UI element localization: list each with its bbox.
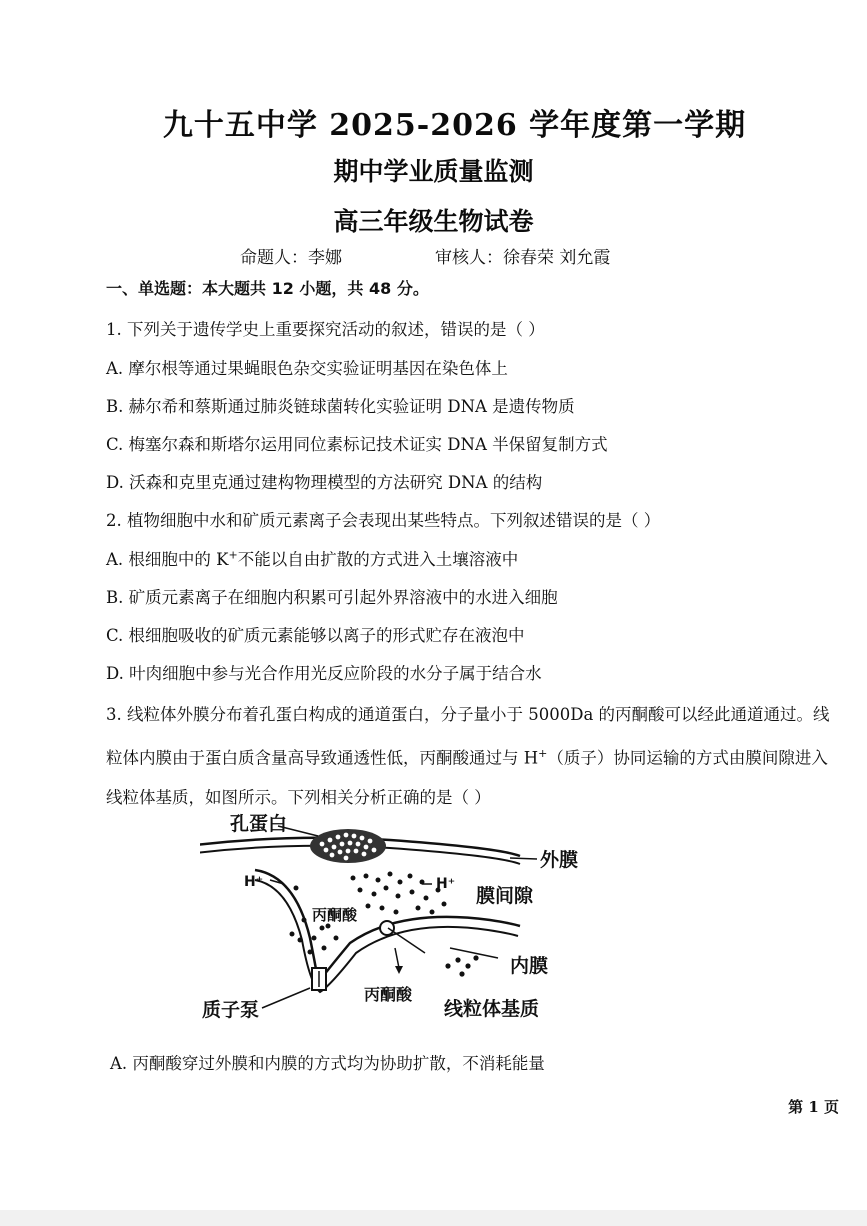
- pyruvate-arrowhead: [395, 966, 403, 974]
- label-outer-membrane: 外膜: [540, 849, 579, 871]
- q2-option-b: B. 矿质元素离子在细胞内积累可引起外界溶液中的水进入细胞: [106, 588, 558, 607]
- q1-option-c: C. 梅塞尔森和斯塔尔运用同位素标记技术证实 DNA 半保留复制方式: [106, 435, 608, 454]
- section-heading: 一、单选题：本大题共 12 小题，共 48 分。: [106, 279, 429, 298]
- label-matrix: 线粒体基质: [444, 998, 540, 1020]
- page-number: 第 1 页: [788, 1098, 839, 1116]
- outer-membrane-leader: [510, 858, 537, 859]
- q1-option-d: D. 沃森和克里克通过建构物理模型的方法研究 DNA 的结构: [106, 473, 543, 492]
- mitochondria-diagram: [200, 808, 600, 1036]
- q2-option-a: [106, 546, 518, 570]
- q2-option-a-suffix: 不能以自由扩散的方式进入土壤溶液中: [237, 550, 519, 569]
- q2-option-d: D. 叶肉细胞中参与光合作用光反应阶段的水分子属于结合水: [106, 664, 542, 683]
- porin-cluster: [310, 829, 386, 863]
- scan-bottom-edge: [0, 1210, 867, 1226]
- q1-option-a: A. 摩尔根等通过果蝇眼色杂交实验证明基因在染色体上: [106, 359, 508, 378]
- q3-stem: [106, 695, 831, 817]
- question-setter: 命题人：李娜: [240, 248, 342, 268]
- q2-option-a-prefix: A. 根细胞中的 K: [106, 550, 229, 569]
- label-intermembrane: 膜间隙: [476, 885, 534, 907]
- pyruvate-arrow: [395, 948, 399, 968]
- label-inner-membrane: 内膜: [510, 955, 549, 977]
- q2-option-a-sup: +: [228, 548, 238, 562]
- label-h-right: H⁺: [436, 876, 456, 892]
- q2-stem: 2. 植物细胞中水和矿质元素离子会表现出某些特点。下列叙述错误的是（ ）: [106, 511, 661, 530]
- q3-option-a: A. 丙酮酸穿过外膜和内膜的方式均为协助扩散，不消耗能量: [110, 1054, 545, 1073]
- label-h-left: H⁺: [244, 874, 264, 890]
- matrix-molecules: [445, 955, 478, 976]
- q1-stem: 1. 下列关于遗传学史上重要探究活动的叙述，错误的是（ ）: [106, 320, 545, 339]
- question-reviewer: 审核人：徐春荣 刘允霞: [435, 248, 611, 268]
- exam-title-term: 期中学业质量监测: [333, 157, 534, 186]
- q3-stem-sup: +: [538, 747, 548, 760]
- label-porin: 孔蛋白: [230, 813, 288, 835]
- symporter-circle: [380, 921, 394, 935]
- exam-title-school: 九十五中学 2025-2026 学年度第一学期: [162, 108, 747, 143]
- label-pyruvate-bottom: 丙酮酸: [364, 985, 413, 1004]
- label-pyruvate-top: 丙酮酸: [312, 906, 358, 924]
- label-proton-pump: 质子泵: [202, 999, 260, 1021]
- q3-stem-part2: （质子）协同运输的方式由膜间隙进入线粒体基质，如图所示。下列相关分析正确的是（ ）: [106, 748, 828, 807]
- exam-title-subject: 高三年级生物试卷: [333, 207, 534, 236]
- q1-option-b: B. 赫尔希和蔡斯通过肺炎链球菌转化实验证明 DNA 是遗传物质: [106, 397, 575, 416]
- q3-stem-part1: 3. 线粒体外膜分布着孔蛋白构成的通道蛋白，分子量小于 5000Da 的丙酮酸可以经此通道通过。线粒体内膜由于蛋白质含量高导致通透性低，丙酮酸通过与 H: [106, 705, 830, 768]
- proton-pump-leader: [262, 988, 310, 1008]
- q2-option-c: C. 根细胞吸收的矿质元素能够以离子的形式贮存在液泡中: [106, 626, 525, 645]
